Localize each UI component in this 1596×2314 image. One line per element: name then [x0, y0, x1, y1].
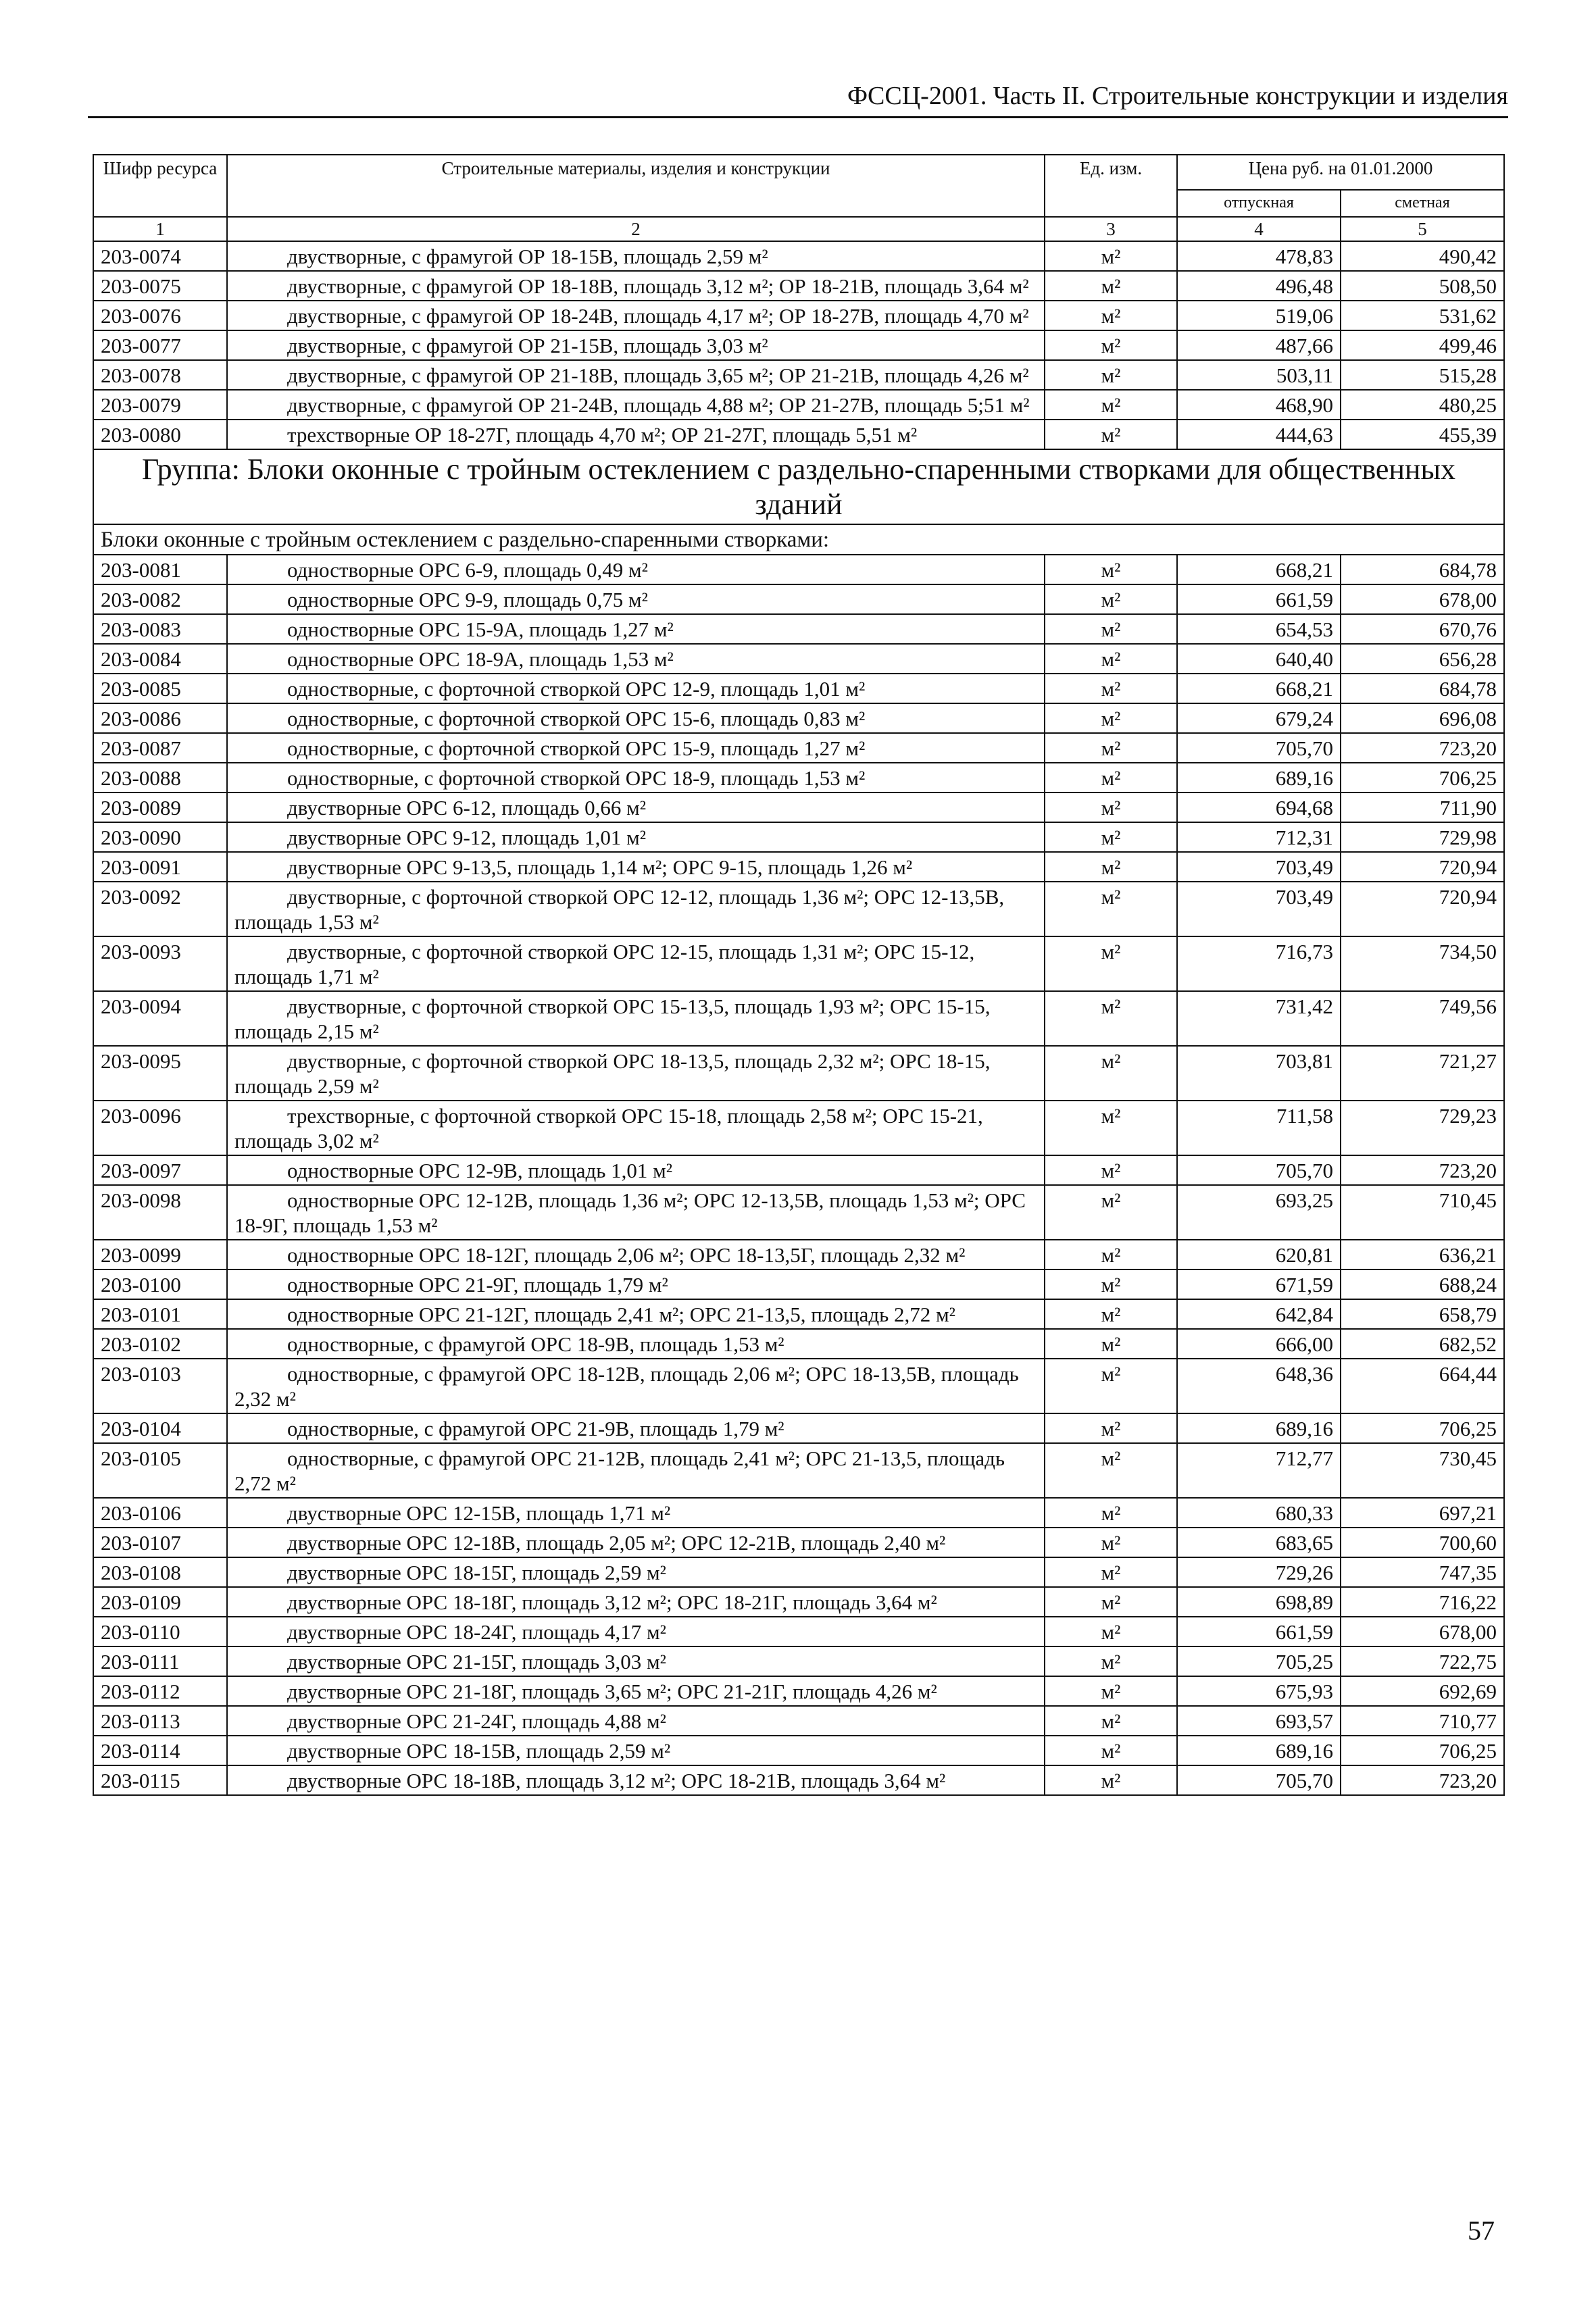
resource-code: 203-0078 — [93, 360, 227, 390]
resource-code: 203-0102 — [93, 1329, 227, 1359]
price-release: 712,31 — [1177, 822, 1341, 852]
price-release: 468,90 — [1177, 390, 1341, 420]
column-number: 3 — [1045, 217, 1177, 241]
resource-code: 203-0088 — [93, 763, 227, 793]
item-name: двустворные ОРС 6-12, площадь 0,66 м² — [227, 793, 1045, 822]
price-estimate: 720,94 — [1341, 882, 1504, 936]
table-row — [93, 1155, 1504, 1185]
price-estimate: 711,90 — [1341, 793, 1504, 822]
table-row — [93, 1299, 1504, 1329]
resource-code: 203-0114 — [93, 1736, 227, 1765]
unit: м² — [1045, 991, 1177, 1046]
price-estimate: 658,79 — [1341, 1299, 1504, 1329]
price-estimate: 656,28 — [1341, 644, 1504, 674]
table-row — [93, 1101, 1504, 1155]
table-row — [93, 1240, 1504, 1269]
table-row — [93, 584, 1504, 614]
price-release: 668,21 — [1177, 555, 1341, 584]
resource-code: 203-0097 — [93, 1155, 227, 1185]
table-row — [93, 1413, 1504, 1443]
table-row — [93, 1269, 1504, 1299]
resource-code: 203-0108 — [93, 1557, 227, 1587]
unit: м² — [1045, 330, 1177, 360]
price-release: 712,77 — [1177, 1443, 1341, 1498]
resource-code: 203-0080 — [93, 420, 227, 449]
item-name: двустворные, с фрамугой ОР 21-18В, площадь 3,65 м²; ОР 21-21В, площадь 4,26 м² — [227, 360, 1045, 390]
item-name: двустворные ОРС 18-18Г, площадь 3,12 м²; ОРС 18-21Г, площадь 3,64 м² — [227, 1587, 1045, 1617]
item-name: двустворные ОРС 18-15В, площадь 2,59 м² — [227, 1736, 1045, 1765]
price-release: 666,00 — [1177, 1329, 1341, 1359]
item-name: одностворные, с форточной створкой ОРС 12-9, площадь 1,01 м² — [227, 674, 1045, 703]
resource-code: 203-0113 — [93, 1706, 227, 1736]
unit: м² — [1045, 614, 1177, 644]
price-release: 689,16 — [1177, 763, 1341, 793]
column-number: 4 — [1177, 217, 1341, 241]
item-name: двустворные ОРС 21-18Г, площадь 3,65 м²; ОРС 21-21Г, площадь 4,26 м² — [227, 1676, 1045, 1706]
item-name: двустворные ОРС 18-15Г, площадь 2,59 м² — [227, 1557, 1045, 1587]
unit: м² — [1045, 1101, 1177, 1155]
price-release: 496,48 — [1177, 271, 1341, 301]
table-row — [93, 882, 1504, 936]
item-name: двустворные, с форточной створкой ОРС 12-15, площадь 1,31 м²; ОРС 15-12, площадь 1,71 м² — [227, 936, 1045, 991]
table-row — [93, 1557, 1504, 1587]
price-estimate: 730,45 — [1341, 1443, 1504, 1498]
price-release: 693,57 — [1177, 1706, 1341, 1736]
unit: м² — [1045, 852, 1177, 882]
resource-code: 203-0081 — [93, 555, 227, 584]
unit: м² — [1045, 1528, 1177, 1557]
price-release: 668,21 — [1177, 674, 1341, 703]
price-estimate: 716,22 — [1341, 1587, 1504, 1617]
price-estimate: 508,50 — [1341, 271, 1504, 301]
price-estimate: 706,25 — [1341, 1736, 1504, 1765]
price-estimate: 696,08 — [1341, 703, 1504, 733]
item-name: двустворные, с фрамугой ОР 21-15В, площадь 3,03 м² — [227, 330, 1045, 360]
price-estimate: 723,20 — [1341, 1765, 1504, 1795]
unit: м² — [1045, 1646, 1177, 1676]
price-release: 683,65 — [1177, 1528, 1341, 1557]
price-estimate: 723,20 — [1341, 1155, 1504, 1185]
unit: м² — [1045, 1765, 1177, 1795]
price-estimate: 710,77 — [1341, 1706, 1504, 1736]
item-name: двустворные ОРС 12-18В, площадь 2,05 м²; ОРС 12-21В, площадь 2,40 м² — [227, 1528, 1045, 1557]
table-row — [93, 1528, 1504, 1557]
item-name: двустворные ОРС 18-18В, площадь 3,12 м²; ОРС 18-21В, площадь 3,64 м² — [227, 1765, 1045, 1795]
resource-code: 203-0076 — [93, 301, 227, 330]
price-estimate: 710,45 — [1341, 1185, 1504, 1240]
resource-code: 203-0087 — [93, 733, 227, 763]
price-release: 680,33 — [1177, 1498, 1341, 1528]
price-release: 642,84 — [1177, 1299, 1341, 1329]
item-name: одностворные ОРС 12-12В, площадь 1,36 м²; ОРС 12-13,5В, площадь 1,53 м²; ОРС 18-9Г, площадь 1,53 м² — [227, 1185, 1045, 1240]
resource-code: 203-0092 — [93, 882, 227, 936]
unit: м² — [1045, 763, 1177, 793]
price-release: 689,16 — [1177, 1736, 1341, 1765]
price-release: 716,73 — [1177, 936, 1341, 991]
column-number: 2 — [227, 217, 1045, 241]
table-row — [93, 703, 1504, 733]
resource-code: 203-0096 — [93, 1101, 227, 1155]
price-release: 703,49 — [1177, 882, 1341, 936]
resource-code: 203-0098 — [93, 1185, 227, 1240]
price-release: 620,81 — [1177, 1240, 1341, 1269]
unit: м² — [1045, 1299, 1177, 1329]
item-name: двустворные, с фрамугой ОР 18-15В, площадь 2,59 м² — [227, 241, 1045, 271]
price-estimate: 692,69 — [1341, 1676, 1504, 1706]
table-row — [93, 241, 1504, 271]
item-name: одностворные ОРС 18-9А, площадь 1,53 м² — [227, 644, 1045, 674]
item-name: одностворные ОРС 9-9, площадь 0,75 м² — [227, 584, 1045, 614]
item-name: одностворные ОРС 12-9В, площадь 1,01 м² — [227, 1155, 1045, 1185]
price-estimate: 721,27 — [1341, 1046, 1504, 1101]
resource-code: 203-0099 — [93, 1240, 227, 1269]
table-row — [93, 1046, 1504, 1101]
resource-code: 203-0106 — [93, 1498, 227, 1528]
unit: м² — [1045, 1736, 1177, 1765]
price-estimate: 688,24 — [1341, 1269, 1504, 1299]
price-estimate: 531,62 — [1341, 301, 1504, 330]
price-release: 689,16 — [1177, 1413, 1341, 1443]
price-release: 487,66 — [1177, 330, 1341, 360]
table-row — [93, 852, 1504, 882]
table-row — [93, 1646, 1504, 1676]
unit: м² — [1045, 301, 1177, 330]
resource-code: 203-0115 — [93, 1765, 227, 1795]
unit: м² — [1045, 703, 1177, 733]
price-estimate: 636,21 — [1341, 1240, 1504, 1269]
running-head: ФССЦ-2001. Часть II. Строительные конструкции и изделия — [847, 82, 1508, 110]
unit: м² — [1045, 271, 1177, 301]
price-release: 703,49 — [1177, 852, 1341, 882]
price-release: 648,36 — [1177, 1359, 1341, 1413]
item-name: одностворные, с форточной створкой ОРС 18-9, площадь 1,53 м² — [227, 763, 1045, 793]
header-unit: Ед. изм. — [1045, 155, 1177, 217]
item-name: одностворные, с фрамугой ОРС 21-9В, площадь 1,79 м² — [227, 1413, 1045, 1443]
item-name: трехстворные, с форточной створкой ОРС 15-18, площадь 2,58 м²; ОРС 15-21, площадь 3,02 м² — [227, 1101, 1045, 1155]
item-name: двустворные, с фрамугой ОР 21-24В, площадь 4,88 м²; ОР 21-27В, площадь 5;51 м² — [227, 390, 1045, 420]
unit: м² — [1045, 584, 1177, 614]
unit: м² — [1045, 1359, 1177, 1413]
price-estimate: 700,60 — [1341, 1528, 1504, 1557]
table-row — [93, 1443, 1504, 1498]
subgroup-title: Блоки оконные с тройным остеклением с раздельно-спаренными створками: — [93, 524, 1504, 555]
unit: м² — [1045, 1329, 1177, 1359]
price-estimate: 749,56 — [1341, 991, 1504, 1046]
unit: м² — [1045, 1413, 1177, 1443]
resource-code: 203-0101 — [93, 1299, 227, 1329]
price-release: 503,11 — [1177, 360, 1341, 390]
table-row — [93, 420, 1504, 449]
price-release: 729,26 — [1177, 1557, 1341, 1587]
resource-code: 203-0074 — [93, 241, 227, 271]
unit: м² — [1045, 822, 1177, 852]
table-row — [93, 614, 1504, 644]
unit: м² — [1045, 1617, 1177, 1646]
unit: м² — [1045, 555, 1177, 584]
price-estimate: 734,50 — [1341, 936, 1504, 991]
resource-code: 203-0075 — [93, 271, 227, 301]
resource-code: 203-0091 — [93, 852, 227, 882]
price-release: 679,24 — [1177, 703, 1341, 733]
header-rule — [88, 116, 1508, 118]
column-number: 5 — [1341, 217, 1504, 241]
resource-code: 203-0103 — [93, 1359, 227, 1413]
price-estimate: 515,28 — [1341, 360, 1504, 390]
unit: м² — [1045, 1155, 1177, 1185]
table-row — [93, 991, 1504, 1046]
price-estimate: 720,94 — [1341, 852, 1504, 882]
unit: м² — [1045, 793, 1177, 822]
header-code: Шифр ресурса — [93, 155, 227, 217]
price-estimate: 480,25 — [1341, 390, 1504, 420]
item-name: одностворные, с форточной створкой ОРС 15-6, площадь 0,83 м² — [227, 703, 1045, 733]
price-release: 711,58 — [1177, 1101, 1341, 1155]
price-release: 698,89 — [1177, 1587, 1341, 1617]
price-release: 731,42 — [1177, 991, 1341, 1046]
price-estimate: 678,00 — [1341, 1617, 1504, 1646]
table-row — [93, 793, 1504, 822]
table-row — [93, 644, 1504, 674]
price-estimate: 490,42 — [1341, 241, 1504, 271]
item-name: двустворные ОРС 18-24Г, площадь 4,17 м² — [227, 1617, 1045, 1646]
item-name: одностворные, с форточной створкой ОРС 15-9, площадь 1,27 м² — [227, 733, 1045, 763]
item-name: двустворные, с форточной створкой ОРС 18-13,5, площадь 2,32 м²; ОРС 18-15, площадь 2,59 м² — [227, 1046, 1045, 1101]
table-row — [93, 271, 1504, 301]
price-release: 640,40 — [1177, 644, 1341, 674]
price-release: 478,83 — [1177, 241, 1341, 271]
unit: м² — [1045, 1676, 1177, 1706]
header-name: Строительные материалы, изделия и конструкции — [227, 155, 1045, 217]
unit: м² — [1045, 1706, 1177, 1736]
table-row — [93, 822, 1504, 852]
resource-code: 203-0107 — [93, 1528, 227, 1557]
unit: м² — [1045, 733, 1177, 763]
unit: м² — [1045, 420, 1177, 449]
price-estimate: 664,44 — [1341, 1359, 1504, 1413]
table-row — [93, 555, 1504, 584]
item-name: двустворные ОРС 21-24Г, площадь 4,88 м² — [227, 1706, 1045, 1736]
resource-code: 203-0084 — [93, 644, 227, 674]
unit: м² — [1045, 936, 1177, 991]
item-name: двустворные ОРС 9-13,5, площадь 1,14 м²; ОРС 9-15, площадь 1,26 м² — [227, 852, 1045, 882]
item-name: двустворные, с фрамугой ОР 18-24В, площадь 4,17 м²; ОР 18-27В, площадь 4,70 м² — [227, 301, 1045, 330]
group-title: Группа: Блоки оконные с тройным остеклением с раздельно-спаренными створками для общественных зданий — [93, 449, 1504, 524]
price-release: 661,59 — [1177, 1617, 1341, 1646]
resource-code: 203-0105 — [93, 1443, 227, 1498]
price-estimate: 697,21 — [1341, 1498, 1504, 1528]
resource-code: 203-0110 — [93, 1617, 227, 1646]
unit: м² — [1045, 1240, 1177, 1269]
unit: м² — [1045, 241, 1177, 271]
price-estimate: 729,23 — [1341, 1101, 1504, 1155]
unit: м² — [1045, 882, 1177, 936]
unit: м² — [1045, 360, 1177, 390]
price-estimate: 723,20 — [1341, 733, 1504, 763]
resource-code: 203-0111 — [93, 1646, 227, 1676]
price-release: 519,06 — [1177, 301, 1341, 330]
unit: м² — [1045, 1046, 1177, 1101]
item-name: двустворные ОРС 21-15Г, площадь 3,03 м² — [227, 1646, 1045, 1676]
price-release: 703,81 — [1177, 1046, 1341, 1101]
resource-code: 203-0079 — [93, 390, 227, 420]
header-price: Цена руб. на 01.01.2000 — [1177, 155, 1504, 190]
unit: м² — [1045, 1587, 1177, 1617]
item-name: двустворные ОРС 12-15В, площадь 1,71 м² — [227, 1498, 1045, 1528]
price-release: 705,70 — [1177, 1765, 1341, 1795]
table-row — [93, 1617, 1504, 1646]
price-estimate: 678,00 — [1341, 584, 1504, 614]
resource-code: 203-0094 — [93, 991, 227, 1046]
price-estimate: 706,25 — [1341, 1413, 1504, 1443]
price-release: 705,70 — [1177, 1155, 1341, 1185]
table-row — [93, 674, 1504, 703]
price-estimate: 684,78 — [1341, 674, 1504, 703]
item-name: одностворные, с фрамугой ОРС 21-12В, площадь 2,41 м²; ОРС 21-13,5, площадь 2,72 м² — [227, 1443, 1045, 1498]
table-row — [93, 360, 1504, 390]
item-name: одностворные ОРС 15-9А, площадь 1,27 м² — [227, 614, 1045, 644]
table-row — [93, 1676, 1504, 1706]
resource-code: 203-0086 — [93, 703, 227, 733]
resource-code: 203-0089 — [93, 793, 227, 822]
page-number: 57 — [1468, 2215, 1495, 2246]
resource-code: 203-0085 — [93, 674, 227, 703]
price-release: 444,63 — [1177, 420, 1341, 449]
price-estimate: 455,39 — [1341, 420, 1504, 449]
price-release: 693,25 — [1177, 1185, 1341, 1240]
price-release: 694,68 — [1177, 793, 1341, 822]
price-release: 654,53 — [1177, 614, 1341, 644]
price-estimate: 499,46 — [1341, 330, 1504, 360]
price-release: 705,70 — [1177, 733, 1341, 763]
item-name: одностворные ОРС 21-12Г, площадь 2,41 м²; ОРС 21-13,5, площадь 2,72 м² — [227, 1299, 1045, 1329]
resource-code: 203-0104 — [93, 1413, 227, 1443]
unit: м² — [1045, 390, 1177, 420]
table-row — [93, 763, 1504, 793]
item-name: трехстворные ОР 18-27Г, площадь 4,70 м²; ОР 21-27Г, площадь 5,51 м² — [227, 420, 1045, 449]
table-row — [93, 1706, 1504, 1736]
table-row — [93, 1765, 1504, 1795]
resource-code: 203-0077 — [93, 330, 227, 360]
item-name: одностворные, с фрамугой ОРС 18-9В, площадь 1,53 м² — [227, 1329, 1045, 1359]
unit: м² — [1045, 644, 1177, 674]
unit: м² — [1045, 1557, 1177, 1587]
price-release: 675,93 — [1177, 1676, 1341, 1706]
item-name: двустворные, с форточной створкой ОРС 12-12, площадь 1,36 м²; ОРС 12-13,5В, площадь 1,53 м² — [227, 882, 1045, 936]
table-row — [93, 936, 1504, 991]
unit: м² — [1045, 1185, 1177, 1240]
rows-after-group — [93, 555, 1504, 1795]
item-name: одностворные ОРС 21-9Г, площадь 1,79 м² — [227, 1269, 1045, 1299]
table-row — [93, 1185, 1504, 1240]
resource-code: 203-0112 — [93, 1676, 227, 1706]
column-number: 1 — [93, 217, 227, 241]
unit: м² — [1045, 674, 1177, 703]
price-estimate: 706,25 — [1341, 763, 1504, 793]
item-name: двустворные, с фрамугой ОР 18-18В, площадь 3,12 м²; ОР 18-21В, площадь 3,64 м² — [227, 271, 1045, 301]
resource-code: 203-0095 — [93, 1046, 227, 1101]
price-estimate: 684,78 — [1341, 555, 1504, 584]
price-estimate: 682,52 — [1341, 1329, 1504, 1359]
price-estimate: 722,75 — [1341, 1646, 1504, 1676]
item-name: одностворные ОРС 18-12Г, площадь 2,06 м²; ОРС 18-13,5Г, площадь 2,32 м² — [227, 1240, 1045, 1269]
item-name: одностворные ОРС 6-9, площадь 0,49 м² — [227, 555, 1045, 584]
unit: м² — [1045, 1443, 1177, 1498]
price-estimate: 670,76 — [1341, 614, 1504, 644]
resource-code: 203-0100 — [93, 1269, 227, 1299]
table-row — [93, 1587, 1504, 1617]
header-price-estimate: сметная — [1341, 190, 1504, 217]
table-header — [93, 155, 1504, 241]
resource-code: 203-0083 — [93, 614, 227, 644]
price-estimate: 747,35 — [1341, 1557, 1504, 1587]
table-row — [93, 733, 1504, 763]
unit: м² — [1045, 1498, 1177, 1528]
group-section — [93, 449, 1504, 555]
column-numbers-row — [93, 217, 1504, 241]
price-release: 671,59 — [1177, 1269, 1341, 1299]
item-name: двустворные ОРС 9-12, площадь 1,01 м² — [227, 822, 1045, 852]
header-price-release: отпускная — [1177, 190, 1341, 217]
table-row — [93, 390, 1504, 420]
price-estimate: 729,98 — [1341, 822, 1504, 852]
unit: м² — [1045, 1269, 1177, 1299]
rows-before-group — [93, 241, 1504, 449]
price-table — [93, 154, 1505, 1796]
resource-code: 203-0082 — [93, 584, 227, 614]
price-release: 705,25 — [1177, 1646, 1341, 1676]
table-row — [93, 1498, 1504, 1528]
item-name: одностворные, с фрамугой ОРС 18-12В, площадь 2,06 м²; ОРС 18-13,5В, площадь 2,32 м² — [227, 1359, 1045, 1413]
table-row — [93, 1359, 1504, 1413]
table-row — [93, 301, 1504, 330]
resource-code: 203-0090 — [93, 822, 227, 852]
table-row — [93, 1329, 1504, 1359]
resource-code: 203-0109 — [93, 1587, 227, 1617]
table-row — [93, 1736, 1504, 1765]
price-release: 661,59 — [1177, 584, 1341, 614]
resource-code: 203-0093 — [93, 936, 227, 991]
table-row — [93, 330, 1504, 360]
item-name: двустворные, с форточной створкой ОРС 15-13,5, площадь 1,93 м²; ОРС 15-15, площадь 2,15 м² — [227, 991, 1045, 1046]
